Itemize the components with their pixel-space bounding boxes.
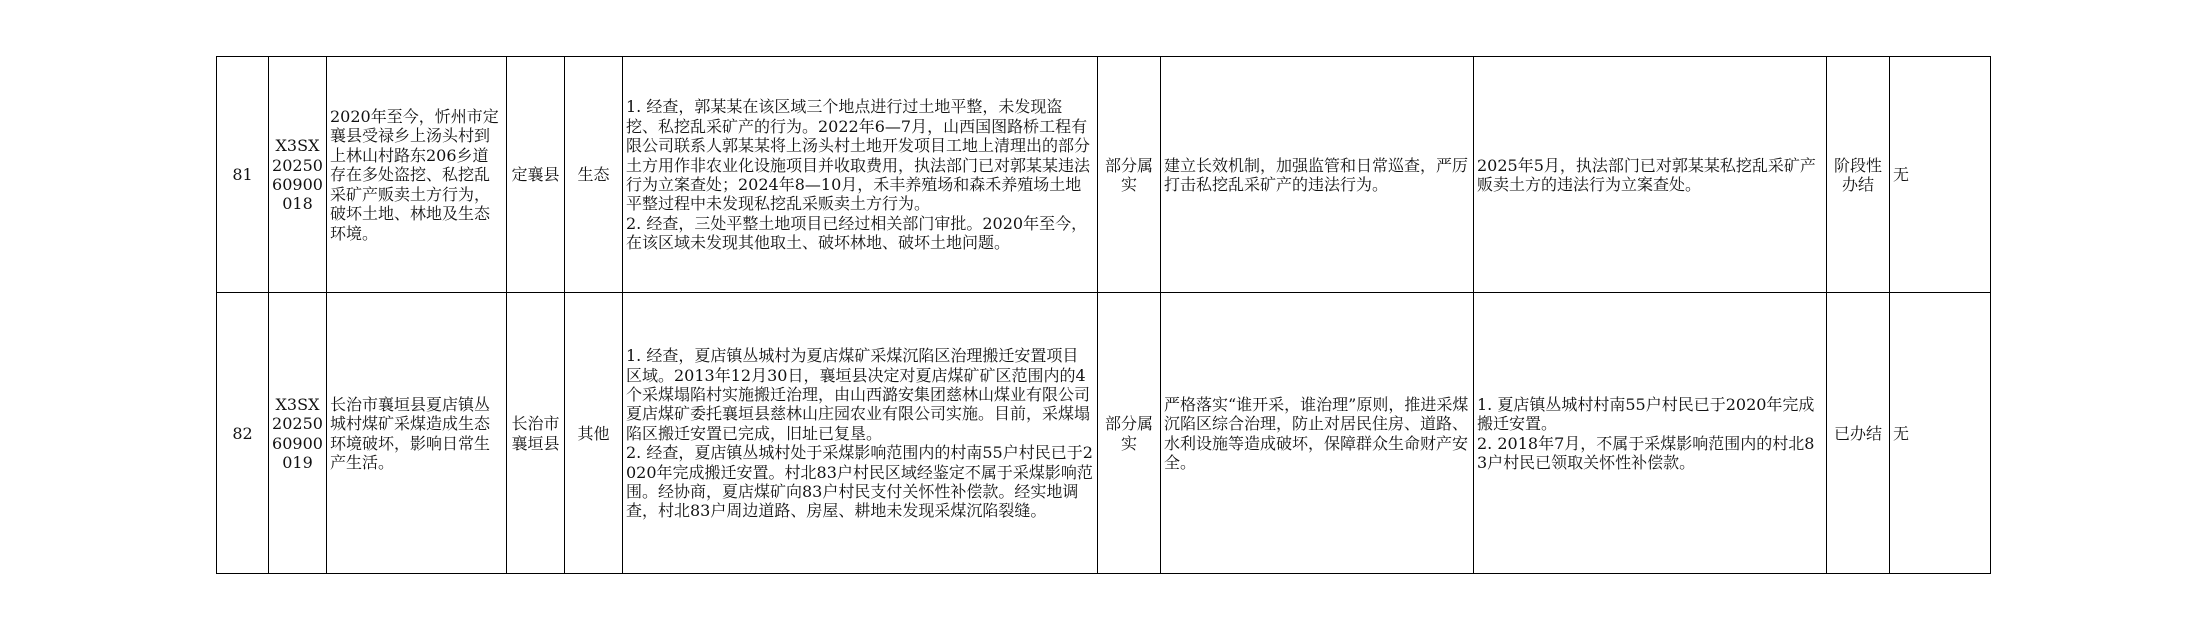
completion-status: 阶段性办结: [1827, 57, 1890, 293]
case-code: X3SX2025060900019: [269, 293, 327, 574]
case-code: X3SX2025060900018: [269, 57, 327, 293]
category: 其他: [565, 293, 623, 574]
investigation-result: [623, 57, 1098, 293]
complaint-report-table: [216, 56, 1991, 574]
investigation-paragraph: 2. 经查，夏店镇丛城村处于采煤影响范围内的村南55户村民已于2020年完成搬迁安置。村北83户村民区域经鉴定不属于采煤影响范围。经协商，夏店煤矿向83户村民支付关怀性补偿款。经实地调查，村北83户周边道路、房屋、耕地未发现采煤沉陷裂缝。: [626, 443, 1093, 521]
progress-paragraph: 2. 2018年7月，不属于采煤影响范围内的村北83户村民已领取关怀性补偿款。: [1477, 433, 1815, 472]
progress-paragraph: 1. 夏店镇丛城村村南55户村民已于2020年完成搬迁安置。: [1477, 394, 1815, 434]
rectification-progress: [1474, 293, 1827, 574]
rectification-measures: 建立长效机制，加强监管和日常巡查，严厉打击私挖乱采矿产的违法行为。: [1161, 57, 1474, 293]
verdict: 部分属实: [1098, 57, 1161, 293]
progress-paragraph: 2025年5月，执法部门已对郭某某私挖乱采矿产贩卖土方的违法行为立案查处。: [1477, 155, 1816, 194]
table-row: [217, 293, 1991, 574]
investigation-paragraph: 1. 经查，郭某某在该区域三个地点进行过土地平整，未发现盗挖、私挖乱采矿产的行为。2022年6—7月，山西国图路桥工程有限公司联系人郭某某将上汤头村土地开发项目工地上清理出的部分土方用作非农业化设施项目并收取费用，执法部门已对郭某某违法行为立案查处；2024年8—10月，禾丰养殖场和森禾养殖场土地平整过程中未发现私挖乱采贩卖土方行为。: [626, 97, 1091, 214]
row-number: 82: [217, 293, 269, 574]
investigation-result: [623, 293, 1098, 574]
table-row: [217, 57, 1991, 293]
region: 定襄县: [507, 57, 565, 293]
complaint-content: 长治市襄垣县夏店镇丛城村煤矿采煤造成生态环境破坏，影响日常生产生活。: [327, 293, 507, 574]
investigation-paragraph: 2. 经查，三处平整土地项目已经过相关部门审批。2020年至今，在该区域未发现其他取土、破坏林地、破坏土地问题。: [626, 213, 1088, 253]
investigation-paragraph: 1. 经查，夏店镇丛城村为夏店煤矿采煤沉陷区治理搬迁安置项目区域。2013年12月30日，襄垣县决定对夏店煤矿矿区范围内的4个采煤塌陷村实施搬迁治理，由山西潞安集团慈林山煤业有限公司夏店煤矿委托襄垣县慈林山庄园农业有限公司实施。目前，采煤塌陷区搬迁安置已完成，旧址已复垦。: [626, 346, 1091, 443]
verdict: 部分属实: [1098, 293, 1161, 574]
category: 生态: [565, 57, 623, 293]
complaint-content: 2020年至今，忻州市定襄县受禄乡上汤头村到上林山村路东206乡道存在多处盗挖、私挖乱采矿产贩卖土方行为，破坏土地、林地及生态环境。: [327, 57, 507, 293]
row-number: 81: [217, 57, 269, 293]
rectification-progress: [1474, 57, 1827, 293]
accountability: 无: [1890, 57, 1991, 293]
completion-status: 已办结: [1827, 293, 1890, 574]
rectification-measures: 严格落实“谁开采，谁治理”原则，推进采煤沉陷区综合治理，防止对居民住房、道路、水利设施等造成破坏，保障群众生命财产安全。: [1161, 293, 1474, 574]
accountability: 无: [1890, 293, 1991, 574]
region: 长治市襄垣县: [507, 293, 565, 574]
